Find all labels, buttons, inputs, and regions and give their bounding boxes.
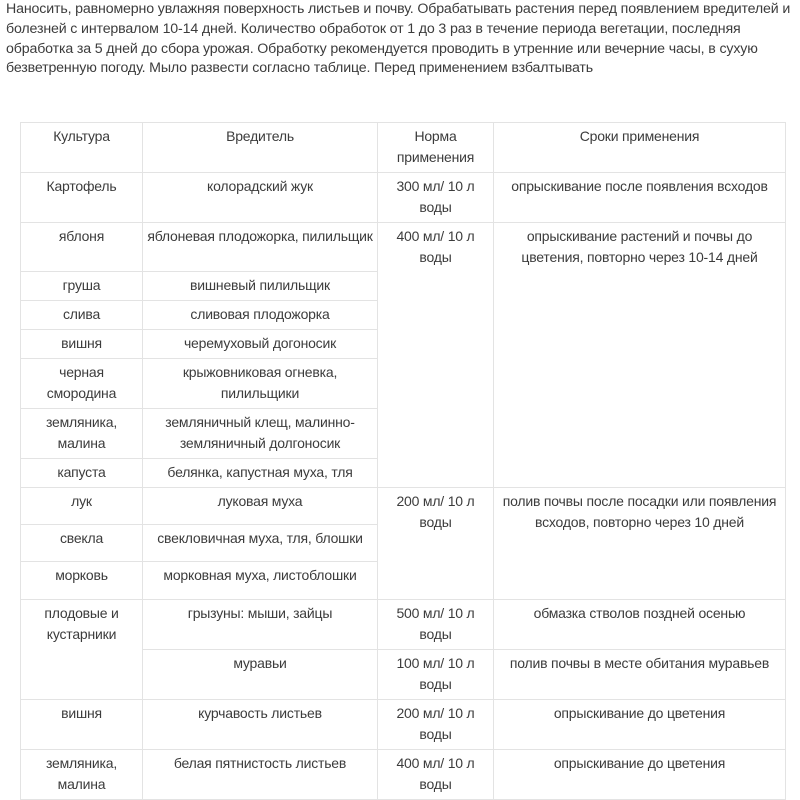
cell-culture: Картофель [21,173,143,223]
cell-rate-merged: 200 мл/ 10 л воды [378,488,494,600]
cell-rate: 100 мл/ 10 л воды [378,650,494,700]
cell-pest: черемуховый догоносик [143,330,378,359]
cell-pest: земляничный клещ, малинно-земляничный долгоносик [143,409,378,459]
cell-pest: белая пятнистость листьев [143,750,378,800]
cell-pest: грызуны: мыши, зайцы [143,600,378,650]
cell-pest: сливовая плодожорка [143,301,378,330]
cell-culture: плодовые и кустарники [21,600,143,700]
cell-timing: опрыскивание после появления всходов [494,173,786,223]
cell-pest: свекловичная муха, тля, блошки [143,525,378,562]
cell-culture: черная смородина [21,359,143,409]
header-pest: Вредитель [143,123,378,173]
cell-pest: белянка, капустная муха, тля [143,459,378,488]
cell-culture: лук [21,488,143,525]
cell-culture: вишня [21,700,143,750]
cell-culture: яблоня [21,223,143,272]
cell-culture: слива [21,301,143,330]
cell-timing: обмазка стволов поздней осенью [494,600,786,650]
cell-timing-merged: опрыскивание растений и почвы до цветения, повторно через 10-14 дней [494,223,786,488]
header-timing: Сроки применения [494,123,786,173]
table-header-row [21,123,786,173]
cell-pest: яблоневая плодожорка, пилильщик [143,223,378,272]
cell-pest: вишневый пилильщик [143,272,378,301]
cell-pest: муравьи [143,650,378,700]
cell-pest: морковная муха, листоблошки [143,562,378,600]
cell-culture: вишня [21,330,143,359]
cell-timing: полив почвы в месте обитания муравьев [494,650,786,700]
cell-timing: опрыскивание до цветения [494,750,786,800]
cell-rate: 500 мл/ 10 л воды [378,600,494,650]
cell-timing-merged: полив почвы после посадки или появления всходов, повторно через 10 дней [494,488,786,600]
cell-culture: земляника, малина [21,409,143,459]
cell-pest: крыжовниковая огневка, пилильщики [143,359,378,409]
cell-pest: курчавость листьев [143,700,378,750]
cell-rate: 200 мл/ 10 л воды [378,700,494,750]
intro-paragraph: Наносить, равномерно увлажняя поверхность листьев и почву. Обрабатывать растения перед появлением вредителей и болезней с интервалом 10-14 дней. Количество обработок от 1 до 3 раз в течение периода вегетации, последняя обработка за 5 дней до сбора урожая. Обработку рекомендуется проводить в утренние или вечерние часы, в сухую безветренную погоду. Мыло развести согласно таблице. Перед применением взбалтывать [6,1,791,77]
table-row [21,700,786,750]
cell-rate-merged: 400 мл/ 10 л воды [378,223,494,488]
cell-rate: 300 мл/ 10 л воды [378,173,494,223]
cell-culture: земляника, малина [21,750,143,800]
table-row [21,488,786,525]
cell-rate: 400 мл/ 10 л воды [378,750,494,800]
cell-pest: колорадский жук [143,173,378,223]
cell-culture: груша [21,272,143,301]
table-row [21,750,786,800]
header-culture: Культура [21,123,143,173]
cell-pest: луковая муха [143,488,378,525]
header-rate: Норма применения [378,123,494,173]
cell-timing: опрыскивание до цветения [494,700,786,750]
table-row [21,223,786,272]
treatment-table [20,122,786,800]
cell-culture: свекла [21,525,143,562]
table-row [21,173,786,223]
cell-culture: капуста [21,459,143,488]
cell-culture: морковь [21,562,143,600]
table-row [21,600,786,650]
